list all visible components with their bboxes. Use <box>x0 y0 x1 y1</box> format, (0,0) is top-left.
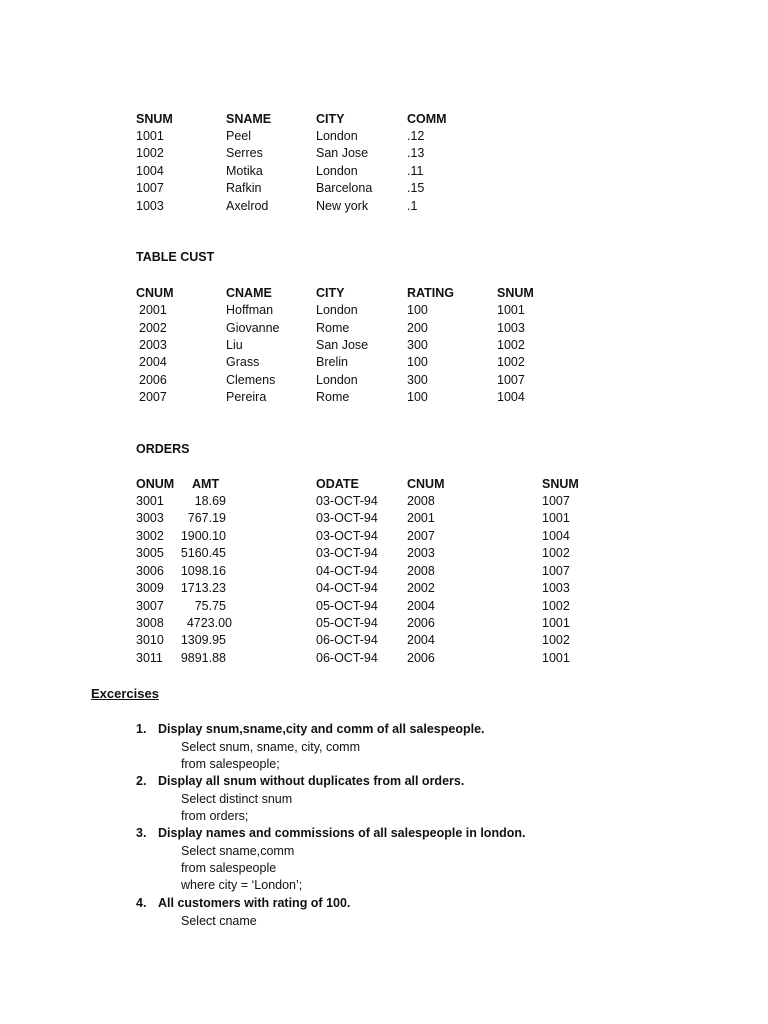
column-header: ONUM <box>136 477 175 491</box>
table-cell: 1007 <box>542 494 570 508</box>
table-cell: 2002 <box>407 581 435 595</box>
table-cell: Motika <box>226 164 263 178</box>
table-cell: 200 <box>407 321 428 335</box>
table-cell: 03-OCT-94 <box>316 494 378 508</box>
table-row <box>0 389 768 406</box>
table-cell: 1002 <box>497 338 525 352</box>
table-cell: 1098.16 <box>180 564 226 578</box>
table-cell: 75.75 <box>194 599 226 613</box>
table-cell: 05-OCT-94 <box>316 599 378 613</box>
table-cell: 1001 <box>136 129 164 143</box>
table-row <box>0 163 768 180</box>
table-cell: Serres <box>226 146 263 160</box>
table-cell: 1002 <box>542 633 570 647</box>
table-row <box>0 198 768 215</box>
table-cell: Axelrod <box>226 199 269 213</box>
table-cell: 06-OCT-94 <box>316 651 378 665</box>
exercise-question-text: Display all snum without duplicates from all orders. <box>158 774 465 788</box>
table-header-row <box>0 476 768 493</box>
exercise-question <box>136 773 464 790</box>
table-cell: 1309.95 <box>180 633 226 647</box>
table-cell: 2003 <box>407 546 435 560</box>
exercise-question-text: All customers with rating of 100. <box>158 896 351 910</box>
exercises-heading: Excercises <box>91 686 159 701</box>
table-header-row <box>0 111 768 128</box>
exercise-question-text: Display snum,sname,city and comm of all salespeople. <box>158 722 485 736</box>
table-cell: 2007 <box>139 390 167 404</box>
table-cell: 9891.88 <box>180 651 226 665</box>
column-header: CNAME <box>226 286 272 300</box>
table-cell: 2007 <box>407 529 435 543</box>
exercise-question <box>136 825 525 842</box>
column-header: CNUM <box>407 477 445 491</box>
table-cell: 1713.23 <box>180 581 226 595</box>
table-row <box>0 650 768 667</box>
exercise-code-line: Select cname <box>181 914 257 928</box>
table-cell: 100 <box>407 303 428 317</box>
table-cell: 1001 <box>497 303 525 317</box>
table-cell: 2001 <box>139 303 167 317</box>
table-cell: Liu <box>226 338 243 352</box>
exercise-question-text: Display names and commissions of all salespeople in london. <box>158 826 526 840</box>
table-cell: 3010 <box>136 633 164 647</box>
table-cell: 3002 <box>136 529 164 543</box>
table-cell: 18.69 <box>194 494 226 508</box>
table-cell: 3006 <box>136 564 164 578</box>
table-cell: 2003 <box>139 338 167 352</box>
table-cell: 05-OCT-94 <box>316 616 378 630</box>
column-header: RATING <box>407 286 454 300</box>
table-cell: 03-OCT-94 <box>316 511 378 525</box>
table-cell: 2004 <box>407 599 435 613</box>
table-cell: 2001 <box>407 511 435 525</box>
table-cell: .12 <box>407 129 425 143</box>
table-row <box>0 180 768 197</box>
exercise-code-line: where city = ‘London’; <box>181 878 303 892</box>
column-header: SNUM <box>542 477 579 491</box>
column-header: SNUM <box>136 112 173 126</box>
table-cell: Giovanne <box>226 321 280 335</box>
table-cell: 1001 <box>542 616 570 630</box>
cust-table-title: TABLE CUST <box>136 250 215 264</box>
exercise-code-line: from orders; <box>181 809 249 823</box>
table-cell: 2006 <box>407 616 435 630</box>
table-cell: 1004 <box>542 529 570 543</box>
orders-table-title: ORDERS <box>136 442 190 456</box>
table-cell: San Jose <box>316 338 369 352</box>
table-cell: 3007 <box>136 599 164 613</box>
table-row <box>0 337 768 354</box>
table-cell: Rome <box>316 390 350 404</box>
table-cell: 04-OCT-94 <box>316 564 378 578</box>
table-cell: 2008 <box>407 564 435 578</box>
table-cell: 3008 <box>136 616 164 630</box>
column-header: SNAME <box>226 112 272 126</box>
table-cell: 1007 <box>542 564 570 578</box>
table-cell: 3009 <box>136 581 164 595</box>
table-cell: 3011 <box>136 651 163 665</box>
table-cell: 3001 <box>136 494 164 508</box>
column-header: SNUM <box>497 286 534 300</box>
exercise-number: 3. <box>136 826 147 840</box>
table-row <box>0 598 768 615</box>
table-cell: 1900.10 <box>180 529 226 543</box>
table-cell: Peel <box>226 129 252 143</box>
table-cell: Rafkin <box>226 181 262 195</box>
table-cell: London <box>316 164 358 178</box>
table-cell: 1003 <box>497 321 525 335</box>
table-cell: Clemens <box>226 373 276 387</box>
table-cell: Hoffman <box>226 303 274 317</box>
column-header: ODATE <box>316 477 359 491</box>
table-cell: 5160.45 <box>180 546 226 560</box>
table-cell: 1002 <box>136 146 164 160</box>
table-row <box>0 545 768 562</box>
table-cell: 767.19 <box>187 511 226 525</box>
table-cell: 1007 <box>497 373 525 387</box>
table-cell: 03-OCT-94 <box>316 546 378 560</box>
table-row <box>0 372 768 389</box>
table-cell: .11 <box>407 164 424 178</box>
table-cell: 1002 <box>542 546 570 560</box>
exercise-code-line: Select sname,comm <box>181 844 295 858</box>
exercise-question <box>136 721 485 738</box>
table-cell: 3005 <box>136 546 164 560</box>
table-cell: Grass <box>226 355 260 369</box>
table-cell: 1002 <box>542 599 570 613</box>
table-cell: 1004 <box>497 390 525 404</box>
table-row <box>0 320 768 337</box>
exercise-code-line: Select distinct snum <box>181 792 293 806</box>
column-header: COMM <box>407 112 447 126</box>
table-cell: 2008 <box>407 494 435 508</box>
exercise-code-line: from salespeople <box>181 861 277 875</box>
table-cell: 06-OCT-94 <box>316 633 378 647</box>
table-cell: .1 <box>407 199 418 213</box>
table-cell: Pereira <box>226 390 267 404</box>
table-row <box>0 302 768 319</box>
table-cell: 2006 <box>139 373 167 387</box>
table-cell: New york <box>316 199 369 213</box>
table-header-row <box>0 285 768 302</box>
exercise-code-line: from salespeople; <box>181 757 280 771</box>
table-cell: 2002 <box>139 321 167 335</box>
exercise-question <box>136 895 350 912</box>
table-row <box>0 632 768 649</box>
table-row <box>0 528 768 545</box>
table-cell: London <box>316 129 358 143</box>
exercise-number: 2. <box>136 774 147 788</box>
table-cell: London <box>316 373 358 387</box>
table-cell: 1002 <box>497 355 525 369</box>
table-row <box>0 563 768 580</box>
table-cell: .15 <box>407 181 425 195</box>
table-cell: 1003 <box>542 581 570 595</box>
table-cell: London <box>316 303 358 317</box>
table-cell: 100 <box>407 390 428 404</box>
table-cell: 1001 <box>542 651 570 665</box>
table-cell: 300 <box>407 373 428 387</box>
column-header: CITY <box>316 112 345 126</box>
table-cell: 1004 <box>136 164 164 178</box>
table-cell: 2006 <box>407 651 435 665</box>
table-row <box>0 615 768 632</box>
table-row <box>0 493 768 510</box>
table-row <box>0 580 768 597</box>
table-cell: 04-OCT-94 <box>316 581 378 595</box>
column-header: CITY <box>316 286 345 300</box>
table-cell: San Jose <box>316 146 369 160</box>
table-row <box>0 354 768 371</box>
table-cell: 1007 <box>136 181 164 195</box>
table-cell: 3003 <box>136 511 164 525</box>
column-header: CNUM <box>136 286 174 300</box>
table-cell: 1001 <box>542 511 570 525</box>
table-cell: 03-OCT-94 <box>316 529 378 543</box>
column-header: AMT <box>192 477 220 491</box>
table-cell: Rome <box>316 321 350 335</box>
table-row <box>0 145 768 162</box>
table-cell: Barcelona <box>316 181 373 195</box>
exercise-number: 1. <box>136 722 147 736</box>
table-cell: 4723.00 <box>186 616 232 630</box>
table-row <box>0 510 768 527</box>
exercise-code-line: Select snum, sname, city, comm <box>181 740 360 754</box>
table-cell: Brelin <box>316 355 348 369</box>
table-row <box>0 128 768 145</box>
table-cell: 300 <box>407 338 428 352</box>
table-cell: .13 <box>407 146 425 160</box>
exercise-number: 4. <box>136 896 147 910</box>
table-cell: 1003 <box>136 199 164 213</box>
table-cell: 2004 <box>407 633 435 647</box>
table-cell: 2004 <box>139 355 167 369</box>
table-cell: 100 <box>407 355 428 369</box>
